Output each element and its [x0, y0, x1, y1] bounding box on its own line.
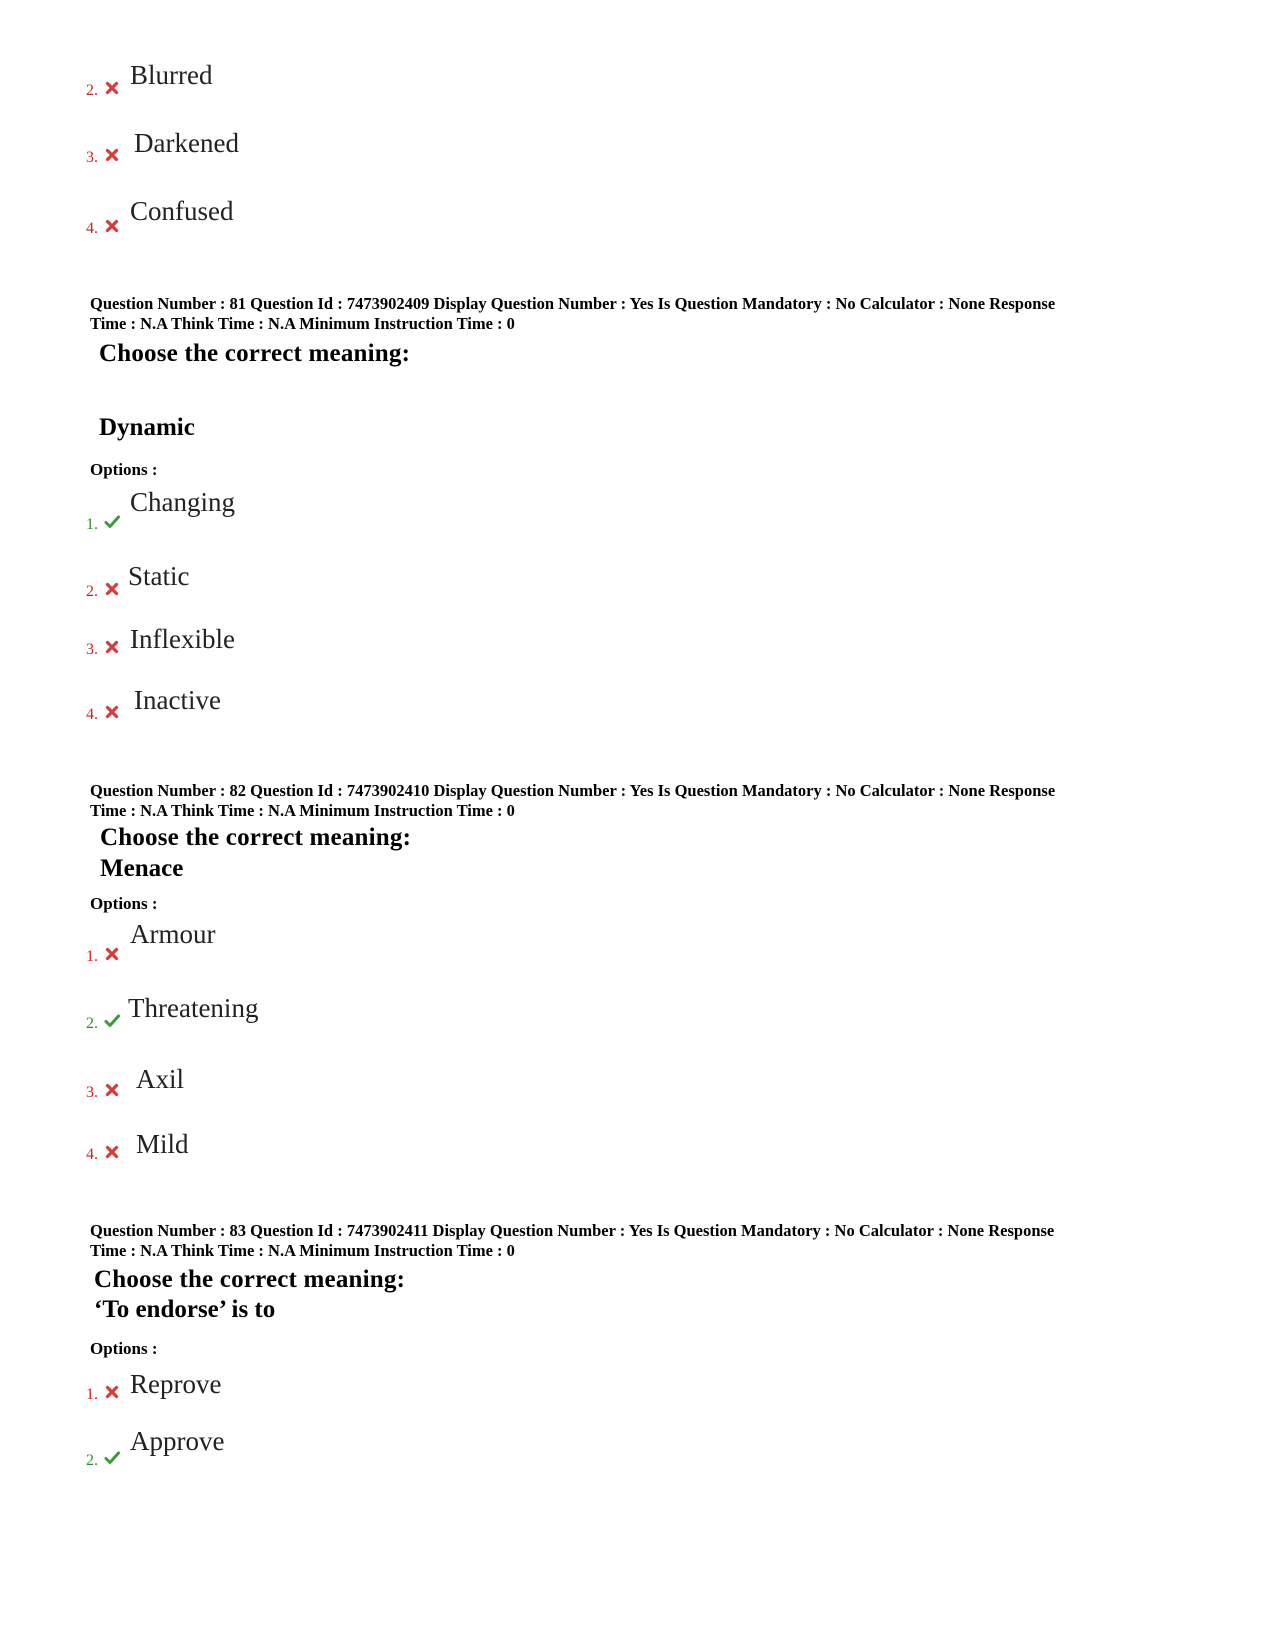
- check-icon: [104, 1013, 120, 1029]
- cross-icon: [104, 581, 120, 597]
- option-number: 2.: [86, 1452, 98, 1469]
- option-number: 4.: [86, 220, 98, 237]
- option-text: Darkened: [134, 128, 239, 158]
- question-meta-line1: Question Number : 81 Question Id : 7473902409 Display Question Number : Yes Is Question Mandatory : No Calculator : None Response: [90, 294, 1056, 313]
- option-text: Confused: [130, 196, 234, 226]
- question-title: Choose the correct meaning:: [100, 824, 412, 851]
- question-word: Menace: [100, 855, 184, 882]
- cross-icon: [104, 704, 120, 720]
- check-icon: [104, 514, 120, 530]
- option-text: Inactive: [134, 685, 221, 715]
- options-label: Options :: [90, 1339, 158, 1358]
- option-text: Inflexible: [130, 624, 235, 654]
- option-number: 2.: [86, 583, 98, 600]
- option-number: 2.: [86, 82, 98, 99]
- option-text: Reprove: [130, 1369, 222, 1399]
- option-number: 3.: [86, 1084, 98, 1101]
- cross-icon: [104, 1384, 120, 1400]
- question-word: ‘To endorse’ is to: [94, 1296, 276, 1323]
- question-title: Choose the correct meaning:: [99, 340, 411, 367]
- question-word: Dynamic: [99, 414, 195, 441]
- option-number: 4.: [86, 706, 98, 723]
- option-text: Threatening: [128, 993, 259, 1023]
- question-meta-line2: Time : N.A Think Time : N.A Minimum Instruction Time : 0: [90, 1241, 515, 1260]
- option-text: Static: [128, 561, 190, 591]
- option-number: 1.: [86, 948, 98, 965]
- option-number: 1.: [86, 516, 98, 533]
- option-number: 3.: [86, 149, 98, 166]
- option-number: 1.: [86, 1386, 98, 1403]
- options-label: Options :: [90, 460, 158, 479]
- option-text: Blurred: [130, 60, 213, 90]
- option-text: Axil: [136, 1064, 185, 1094]
- cross-icon: [104, 218, 120, 234]
- option-text: Armour: [130, 919, 216, 949]
- option-text: Mild: [136, 1129, 189, 1159]
- question-meta-line1: Question Number : 82 Question Id : 7473902410 Display Question Number : Yes Is Question Mandatory : No Calculator : None Response: [90, 781, 1056, 800]
- question-meta-line1: Question Number : 83 Question Id : 7473902411 Display Question Number : Yes Is Question Mandatory : No Calculator : None Response: [90, 1221, 1055, 1240]
- option-number: 3.: [86, 641, 98, 658]
- check-icon: [104, 1450, 120, 1466]
- option-text: Approve: [130, 1426, 225, 1456]
- options-label: Options :: [90, 894, 158, 913]
- question-meta-line2: Time : N.A Think Time : N.A Minimum Instruction Time : 0: [90, 801, 515, 820]
- cross-icon: [104, 147, 120, 163]
- cross-icon: [104, 1144, 120, 1160]
- option-number: 2.: [86, 1015, 98, 1032]
- option-text: Changing: [130, 487, 235, 517]
- question-meta-line2: Time : N.A Think Time : N.A Minimum Instruction Time : 0: [90, 314, 515, 333]
- cross-icon: [104, 1082, 120, 1098]
- option-number: 4.: [86, 1146, 98, 1163]
- cross-icon: [104, 946, 120, 962]
- cross-icon: [104, 639, 120, 655]
- cross-icon: [104, 80, 120, 96]
- question-title: Choose the correct meaning:: [94, 1266, 406, 1293]
